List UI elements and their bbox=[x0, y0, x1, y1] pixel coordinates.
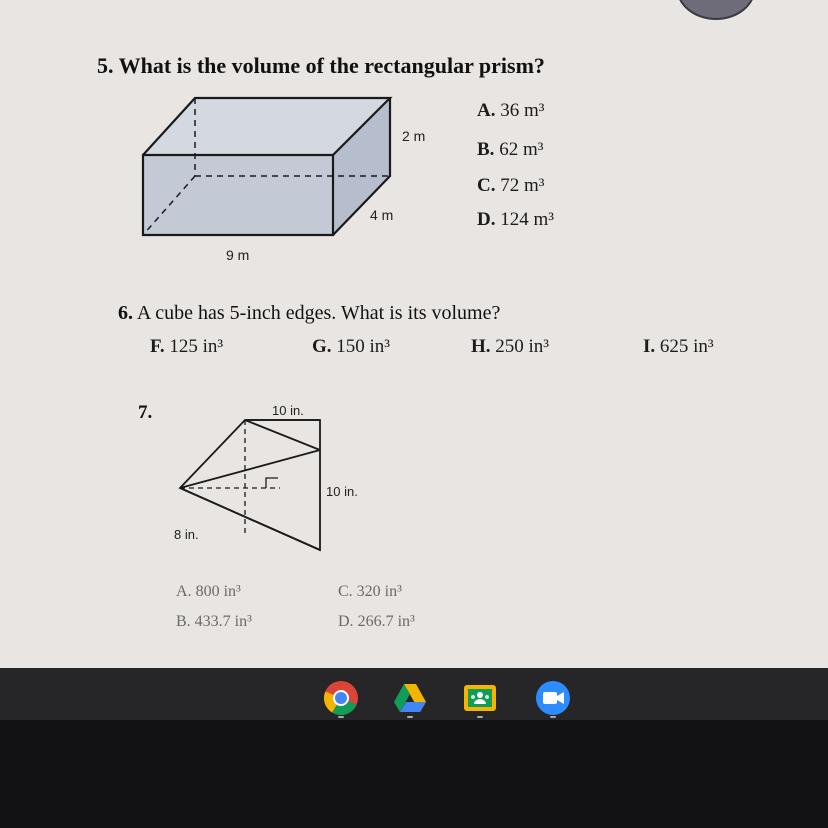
option-text: 124 m³ bbox=[500, 209, 554, 230]
option-text: 62 m³ bbox=[499, 139, 544, 160]
question-6-title bbox=[118, 302, 500, 325]
rectangular-prism-figure bbox=[130, 90, 440, 250]
option-text: 266.7 in³ bbox=[357, 613, 415, 630]
laptop-bezel bbox=[0, 720, 828, 828]
chrome-running-indicator bbox=[338, 716, 344, 718]
triangular-prism-left-label: 8 in. bbox=[174, 527, 199, 542]
option-text: 800 in³ bbox=[195, 583, 241, 600]
q7-option-b[interactable] bbox=[176, 613, 252, 631]
q6-option-f[interactable] bbox=[150, 336, 223, 358]
q6-option-i[interactable] bbox=[643, 336, 714, 358]
option-text: 125 in³ bbox=[169, 336, 224, 357]
question-5-number: 5. bbox=[97, 53, 114, 78]
option-letter: H. bbox=[471, 336, 491, 357]
meet-running-indicator bbox=[550, 716, 556, 718]
google-classroom-icon[interactable] bbox=[462, 680, 498, 716]
account-avatar[interactable] bbox=[676, 0, 756, 20]
prism-width-label: 9 m bbox=[226, 247, 250, 263]
option-letter: B. bbox=[477, 139, 495, 160]
option-letter: F. bbox=[150, 336, 165, 357]
q7-option-a[interactable] bbox=[176, 583, 241, 601]
question-5-text: What is the volume of the rectangular prism? bbox=[118, 53, 545, 78]
classroom-running-indicator bbox=[477, 716, 483, 718]
option-letter: D. bbox=[477, 209, 496, 230]
option-text: 320 in³ bbox=[356, 583, 402, 600]
option-text: 150 in³ bbox=[336, 336, 391, 357]
option-letter: I. bbox=[643, 336, 656, 357]
option-text: 36 m³ bbox=[500, 100, 545, 121]
triangular-prism-right-label: 10 in. bbox=[326, 484, 358, 499]
question-7-number: 7. bbox=[138, 402, 153, 423]
q5-option-c[interactable] bbox=[477, 175, 544, 197]
option-text: 433.7 in³ bbox=[194, 613, 252, 630]
google-drive-icon[interactable] bbox=[392, 680, 428, 716]
q5-option-b[interactable] bbox=[477, 139, 543, 161]
q5-option-d[interactable] bbox=[477, 209, 554, 231]
triangular-prism-top-label: 10 in. bbox=[272, 403, 304, 418]
q6-option-g[interactable] bbox=[312, 336, 390, 358]
prism-depth-label: 4 m bbox=[370, 207, 394, 223]
q5-option-a[interactable] bbox=[477, 100, 544, 122]
google-meet-icon[interactable] bbox=[535, 680, 571, 716]
q6-option-h[interactable] bbox=[471, 336, 549, 358]
q7-option-d[interactable] bbox=[338, 613, 415, 631]
drive-running-indicator bbox=[407, 716, 413, 718]
option-letter: G. bbox=[312, 336, 332, 357]
option-letter: C. bbox=[477, 175, 496, 196]
option-text: 250 in³ bbox=[495, 336, 550, 357]
q7-option-c[interactable] bbox=[338, 583, 402, 601]
question-6-number: 6. bbox=[118, 302, 133, 324]
question-5-title bbox=[97, 53, 545, 79]
option-letter: B. bbox=[176, 613, 191, 630]
chrome-icon[interactable] bbox=[323, 680, 359, 716]
option-text: 72 m³ bbox=[500, 175, 545, 196]
option-letter: D. bbox=[338, 613, 354, 630]
prism-height-label: 2 m bbox=[402, 128, 426, 144]
option-letter: C. bbox=[338, 583, 353, 600]
option-text: 625 in³ bbox=[659, 336, 714, 357]
question-6-text: A cube has 5-inch edges. What is its volume? bbox=[136, 302, 501, 324]
option-letter: A. bbox=[176, 583, 192, 600]
option-letter: A. bbox=[477, 100, 496, 121]
